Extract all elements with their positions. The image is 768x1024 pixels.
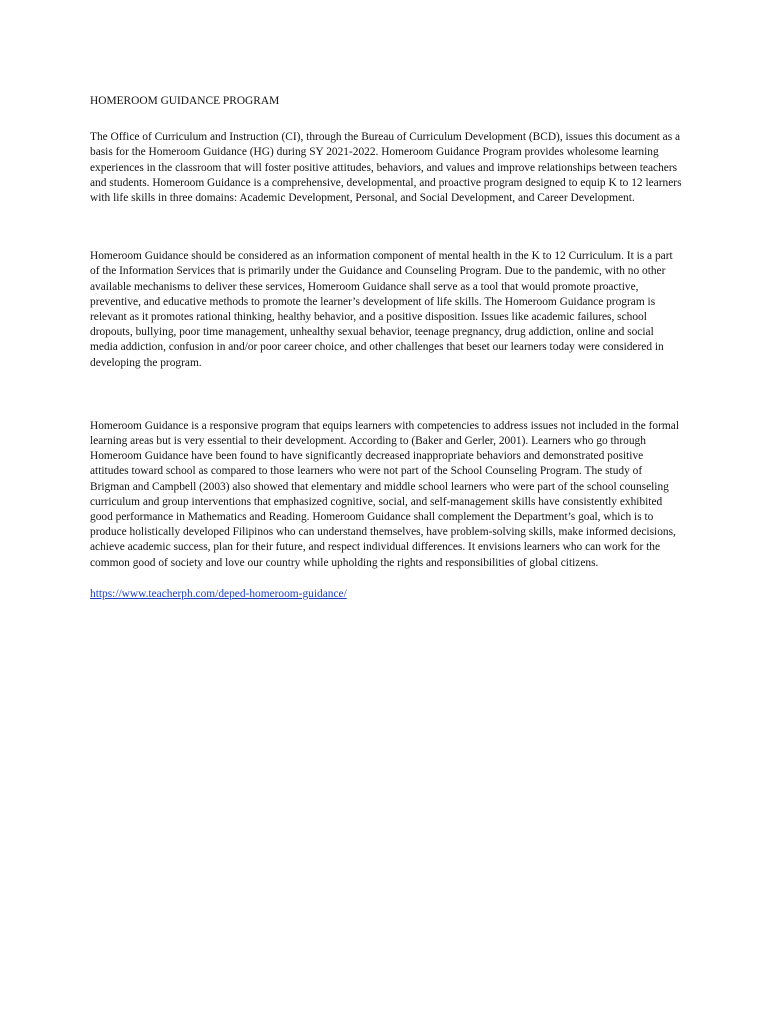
document-title: HOMEROOM GUIDANCE PROGRAM	[90, 95, 280, 107]
paragraph-spacer	[90, 206, 682, 249]
paragraph-mental-health: Homeroom Guidance should be considered as an information component of mental health in the K to 12 Curriculum. It is a part of the Information Services that is primarily under the Guidance and Counseling Program. Due to the pandemic, with no other available mechanisms to deliver these services, Homeroom Guidance shall serve as a tool that would promote proactive, preventive, and educative methods to promote the learner’s development of life skills. The Homeroom Guidance program is relevant as it promotes rational thinking, healthy behavior, and a positive disposition. Issues like academic failures, school dropouts, bullying, poor time management, unhealthy sexual behavior, teenage pregnancy, drug addiction, online and social media addiction, confusion in and/or poor career choice, and other challenges that beset our learners today were considered in developing the program.	[90, 250, 673, 369]
paragraph-intro: The Office of Curriculum and Instruction (CI), through the Bureau of Curriculum Development (BCD), issues this document as a basis for the Homeroom Guidance (HG) during SY 2021-2022. Homeroom Guidance Program provides wholesome learning experiences in the classroom that will foster positive attitudes, behaviors, and values and improve relationships between teachers and students. Homeroom Guidance is a comprehensive, developmental, and proactive program designed to equip K to 12 learners with life skills in three domains: Academic Development, Personal, and Social Development, and Career Development.	[90, 131, 682, 205]
paragraph-spacer	[90, 371, 682, 419]
paragraph-responsive-program: Homeroom Guidance is a responsive program that equips learners with competencies to address issues not included in the formal learning areas but is very essential to their development. According to (Baker and Gerler, 2001). Learners who go through Homeroom Guidance have been found to have significantly decreased inappropriate behaviors and demonstrated positive attitudes toward school as compared to those learners who were not part of the School Counseling Program. The study of Brigman and Campbell (2003) also showed that elementary and middle school learners who were part of the school counseling curriculum and group interventions that emphasized cognitive, social, and self-management skills have consistently exhibited good performance in Mathematics and Reading. Homeroom Guidance shall complement the Department’s goal, which is to produce holistically developed Filipinos who can understand themselves, have problem-solving skills, make informed decisions, achieve academic success, plan for their future, and respect individual differences. It envisions learners who can work for the common good of society and love our country while upholding the rights and responsibilities of global citizens.	[90, 419, 679, 569]
paragraph-spacer	[90, 571, 682, 587]
document-body	[90, 94, 682, 602]
source-link[interactable]: https://www.teacherph.com/deped-homeroom-guidance/	[90, 587, 347, 600]
